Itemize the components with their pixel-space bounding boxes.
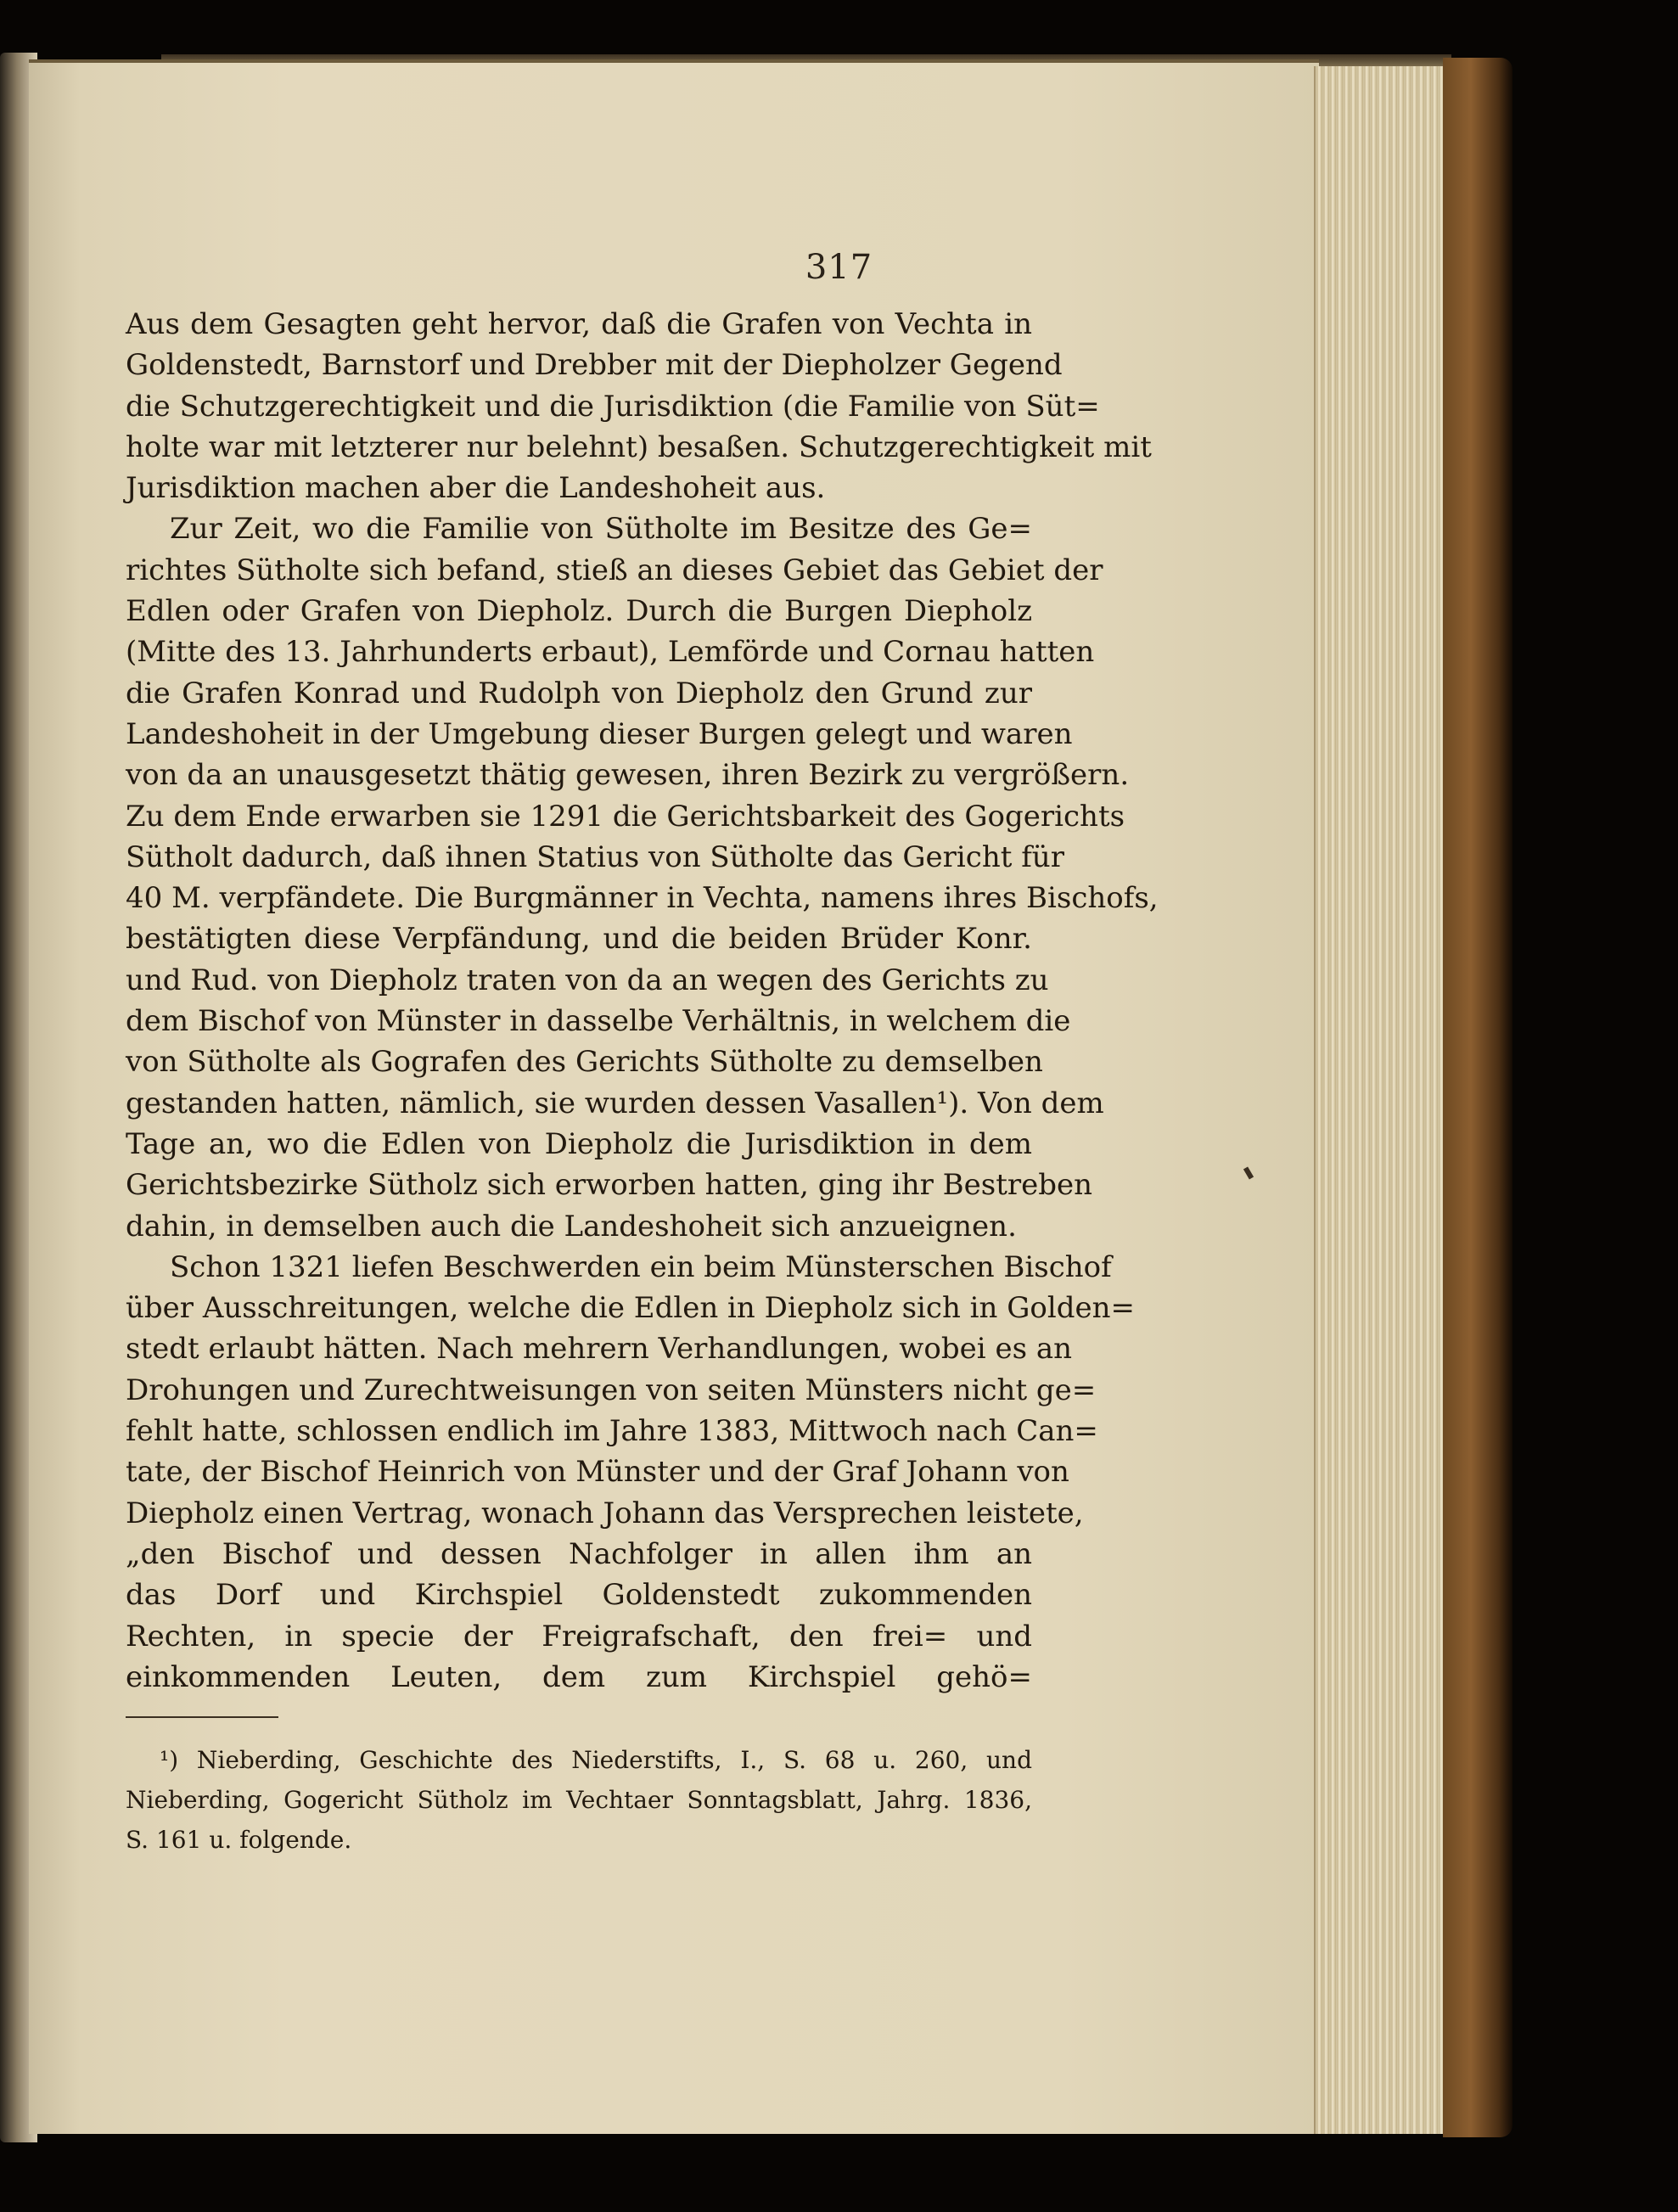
text-line: Aus dem Gesagten geht hervor, daß die Grafen von Vechta in — [126, 307, 1032, 341]
text-line: Jurisdiktion machen aber die Landeshoheit aus. — [126, 471, 826, 506]
text-line: Tage an, wo die Edlen von Diepholz die Jurisdiktion in dem — [126, 1126, 1032, 1161]
text-line: Landeshoheit in der Umgebung dieser Burgen gelegt und waren — [126, 716, 1073, 751]
text-line: Gerichtsbezirke Sütholz sich erworben hatten, ging ihr Bestreben — [126, 1168, 1093, 1203]
text-line: Zu dem Ende erwarben sie 1291 die Gerichtsbarkeit des Gogerichts — [126, 799, 1125, 834]
text-line: 40 M. verpfändete. Die Burgmänner in Vechta, namens ihres Bischofs, — [126, 881, 1159, 916]
text-line: Edlen oder Grafen von Diepholz. Durch die Burgen Diepholz — [126, 594, 1032, 629]
text-line: und Rud. von Diepholz traten von da an wegen des Gerichts zu — [126, 963, 1049, 997]
text-line: Rechten, in specie der Freigrafschaft, den frei= und — [126, 1619, 1032, 1653]
footnote-line: Nieberding, Gogericht Sütholz im Vechtaer Sonntagsblatt, Jahrg. 1836, — [126, 1786, 1032, 1814]
text-line: dahin, in demselben auch die Landeshoheit sich anzueignen. — [126, 1209, 1017, 1244]
footnote-rule — [126, 1716, 278, 1718]
text-line: Drohungen und Zurechtweisungen von seiten Münsters nicht ge= — [126, 1373, 1097, 1407]
text-line: fehlt hatte, schlossen endlich im Jahre 1383, Mittwoch nach Can= — [126, 1414, 1098, 1449]
text-line: von Sütholte als Gografen des Gerichts Sütholte zu demselben — [126, 1045, 1043, 1080]
footnote-line: ¹) Nieberding, Geschichte des Niederstifts, I., S. 68 u. 260, und — [160, 1746, 1032, 1774]
text-line: stedt erlaubt hätten. Nach mehrern Verhandlungen, wobei es an — [126, 1332, 1072, 1367]
text-line: bestätigten diese Verpfändung, und die beiden Brüder Konr. — [126, 922, 1032, 957]
text-line: die Schutzgerechtigkeit und die Jurisdiktion (die Familie von Süt= — [126, 389, 1100, 424]
text-line: Zur Zeit, wo die Familie von Sütholte im Besitze des Ge= — [170, 512, 1032, 547]
text-line: Sütholt dadurch, daß ihnen Statius von Sütholte das Gericht für — [126, 839, 1064, 874]
text-line: gestanden hatten, nämlich, sie wurden dessen Vasallen¹). Von dem — [126, 1086, 1104, 1120]
text-line: das Dorf und Kirchspiel Goldenstedt zukommenden — [126, 1578, 1032, 1613]
page-number: 317 — [805, 248, 873, 287]
text-line: richtes Sütholte sich befand, stieß an dieses Gebiet das Gebiet der — [126, 553, 1103, 587]
footnote — [126, 1740, 1032, 1860]
footnote-line: S. 161 u. folgende. — [126, 1826, 352, 1854]
text-line: holte war mit letzterer nur belehnt) besaßen. Schutzgerechtigkeit mit — [126, 429, 1152, 464]
book-cover-edge — [1443, 58, 1512, 2137]
text-line: die Grafen Konrad und Rudolph von Diepholz den Grund zur — [126, 676, 1032, 710]
text-line: von da an unausgesetzt thätig gewesen, ihren Bezirk zu vergrößern. — [126, 758, 1130, 793]
text-line: „den Bischof und dessen Nachfolger in allen ihm an — [126, 1536, 1032, 1571]
text-line: einkommenden Leuten, dem zum Kirchspiel gehö= — [126, 1659, 1032, 1694]
text-line: tate, der Bischof Heinrich von Münster und der Graf Johann von — [126, 1455, 1069, 1490]
text-line: Diepholz einen Vertrag, wonach Johann das Versprechen leistete, — [126, 1496, 1084, 1530]
text-line: über Ausschreitungen, welche die Edlen in Diepholz sich in Golden= — [126, 1291, 1136, 1326]
body-text — [126, 304, 1159, 1698]
text-line: (Mitte des 13. Jahrhunderts erbaut), Lemförde und Cornau hatten — [126, 635, 1095, 670]
text-line: dem Bischof von Münster in dasselbe Verhältnis, in welchem die — [126, 1004, 1071, 1039]
text-line: Goldenstedt, Barnstorf und Drebber mit der Diepholzer Gegend — [126, 348, 1063, 383]
text-line: Schon 1321 liefen Beschwerden ein beim Münsterschen Bischof — [170, 1249, 1112, 1284]
